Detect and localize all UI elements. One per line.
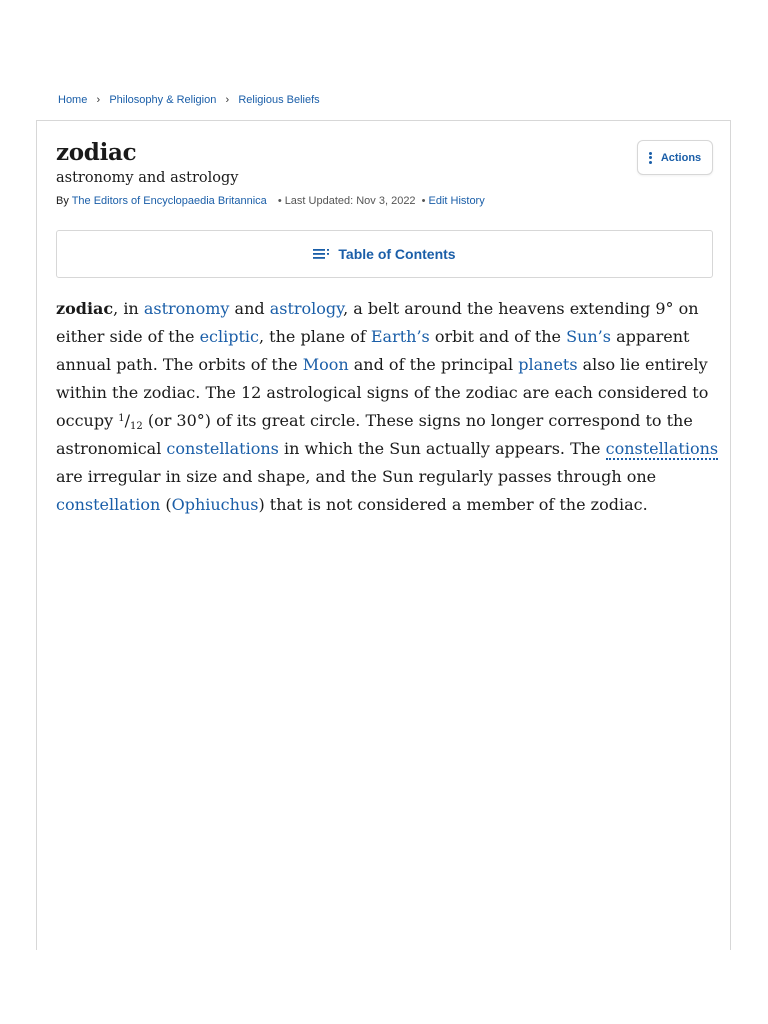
kebab-menu-icon (649, 152, 652, 164)
chevron-right-icon: › (96, 94, 101, 106)
body-text: , the plane of (259, 327, 371, 346)
link-astrology[interactable]: astrology (269, 299, 344, 318)
byline-by: By (56, 195, 69, 207)
page-subtitle: astronomy and astrology (56, 170, 239, 186)
article-term: zodiac (56, 299, 114, 318)
fraction-denominator: 12 (130, 421, 143, 432)
body-text: in which the Sun actually appears. The (278, 439, 606, 458)
page-title: zodiac (56, 139, 137, 166)
body-text: (or 30°) of its great circle. These signs no longer correspond to the (142, 411, 693, 430)
link-constellations-hover[interactable]: constellations (605, 439, 719, 458)
fraction-numerator: 1 (118, 413, 125, 424)
actions-label: Actions (660, 151, 702, 164)
fraction-slash: / (124, 411, 130, 430)
body-text: , a belt around the heavens extending 9° on (343, 299, 699, 318)
table-of-contents-label: Table of Contents (338, 246, 456, 262)
body-text: astronomical (56, 439, 167, 458)
byline-bullet: • (421, 195, 426, 207)
breadcrumb-home[interactable]: Home (58, 94, 88, 106)
authors-link[interactable]: The Editors of Encyclopaedia Britannica (71, 195, 267, 207)
link-astronomy[interactable]: astronomy (143, 299, 230, 318)
link-planets[interactable]: planets (518, 355, 578, 374)
table-of-contents-button[interactable] (56, 230, 713, 278)
body-text: annual path. The orbits of the (56, 355, 303, 374)
link-moon[interactable]: Moon (302, 355, 349, 374)
body-text: occupy (56, 411, 119, 430)
list-icon (313, 248, 331, 260)
edit-history-link[interactable]: Edit History (428, 195, 485, 207)
last-updated: Last Updated: Nov 3, 2022 (284, 195, 416, 207)
article-body (56, 295, 719, 519)
byline-bullet: • (277, 195, 282, 207)
body-text: and (229, 299, 270, 318)
body-text: within the zodiac. The 12 astrological signs of the zodiac are each considered to (56, 383, 709, 402)
body-text: are irregular in size and shape, and the Sun regularly passes through one (56, 467, 657, 486)
link-ophiuchus[interactable]: Ophiuchus (171, 495, 259, 514)
link-constellations[interactable]: constellations (166, 439, 279, 458)
body-text: either side of the (56, 327, 200, 346)
body-text: and of the principal (348, 355, 519, 374)
body-text: orbit and of the (429, 327, 567, 346)
breadcrumb (58, 93, 320, 108)
link-constellation[interactable]: constellation (56, 495, 161, 514)
body-text: ( (160, 495, 172, 514)
link-earths[interactable]: Earth’s (370, 327, 430, 346)
breadcrumb-philosophy-religion[interactable]: Philosophy & Religion (109, 94, 217, 106)
body-text: apparent (610, 327, 690, 346)
breadcrumb-religious-beliefs[interactable]: Religious Beliefs (238, 94, 320, 106)
link-ecliptic[interactable]: ecliptic (199, 327, 259, 346)
actions-button[interactable] (637, 140, 713, 175)
byline (56, 194, 485, 209)
body-text: , in (113, 299, 144, 318)
body-text: also lie entirely (577, 355, 708, 374)
link-suns[interactable]: Sun’s (566, 327, 611, 346)
chevron-right-icon: › (225, 94, 230, 106)
body-text: ) that is not considered a member of the zodiac. (258, 495, 648, 514)
